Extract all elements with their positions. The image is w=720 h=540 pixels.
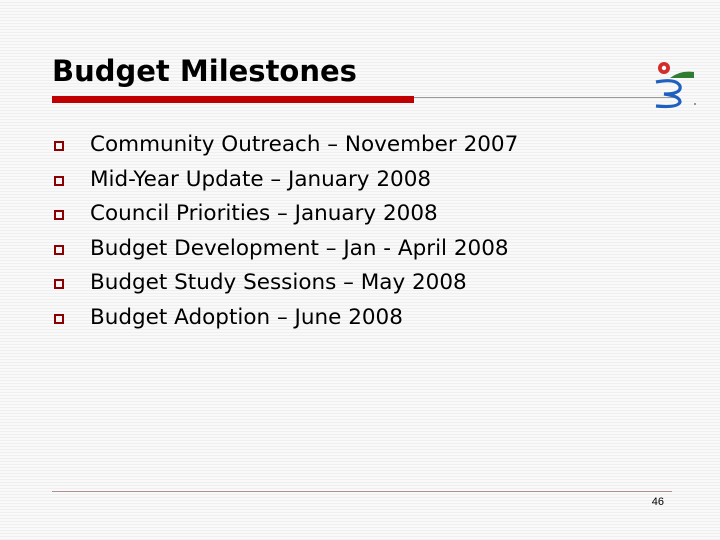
bullet-square-icon (54, 279, 64, 289)
title-underline-red (52, 96, 414, 103)
milestone-text: Budget Adoption – June 2008 (90, 304, 403, 330)
milestone-text: Budget Study Sessions – May 2008 (90, 270, 467, 296)
bullet-square-icon (54, 176, 64, 186)
footer-divider (52, 491, 672, 492)
title-underline-gray (414, 97, 678, 98)
milestone-text: Budget Development – Jan - April 2008 (90, 235, 509, 261)
milestone-text: Council Priorities – January 2008 (90, 201, 438, 227)
milestone-text: Community Outreach – November 2007 (90, 132, 519, 157)
bullet-square-icon (54, 314, 64, 324)
bullet-square-icon (54, 245, 64, 255)
slide-title: Budget Milestones (52, 54, 357, 88)
bullet-square-icon (54, 210, 64, 220)
city-logo-icon (650, 58, 698, 110)
milestone-text: Mid-Year Update – January 2008 (90, 166, 432, 192)
page-number: 46 (651, 496, 664, 508)
bullet-square-icon (54, 141, 64, 151)
